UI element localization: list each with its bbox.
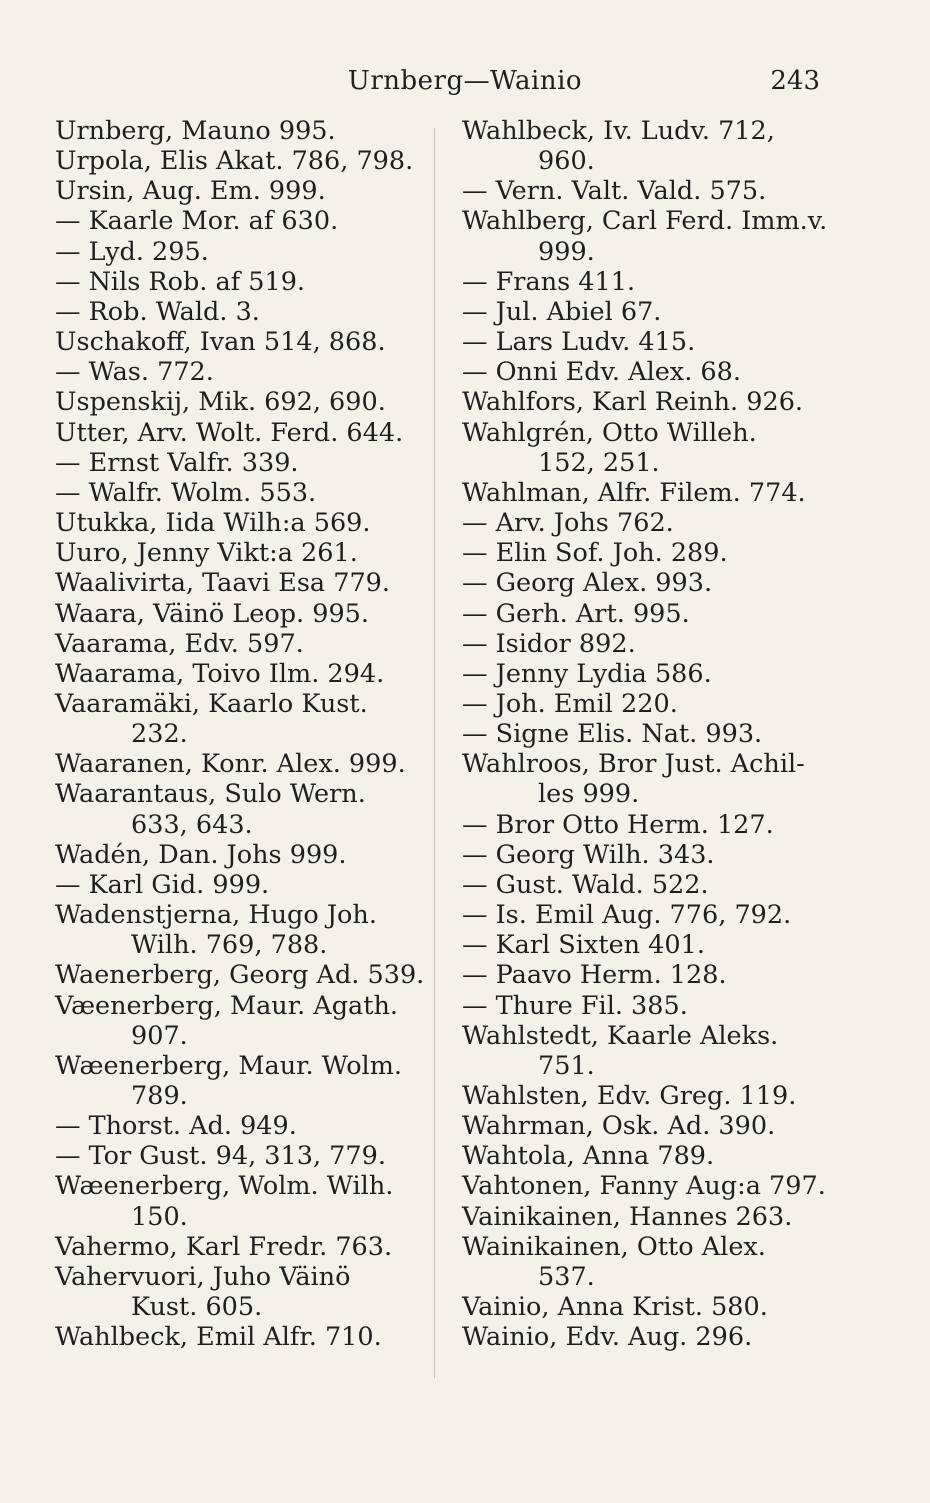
index-entry-continuation: 789. bbox=[131, 1081, 188, 1111]
index-entry: — Joh. Emil 220. bbox=[462, 688, 678, 719]
index-entry-continuation: 907. bbox=[131, 1020, 188, 1051]
running-title: Urnberg—Wainio bbox=[347, 66, 583, 96]
index-entry: Wahlbeck, Iv. Ludv. 712, bbox=[462, 116, 775, 146]
page-number: 243 bbox=[770, 66, 820, 96]
index-entry: Vaarama, Edv. 597. bbox=[55, 628, 304, 659]
index-entry-continuation: 152, 251. bbox=[538, 447, 660, 478]
index-entry: — Walfr. Wolm. 553. bbox=[55, 477, 317, 508]
index-entry: Wahlberg, Carl Ferd. Imm.v. bbox=[462, 206, 828, 237]
index-entry: Waenerberg, Georg Ad. 539. bbox=[55, 960, 425, 991]
index-entry: Wahlman, Alfr. Filem. 774. bbox=[462, 477, 806, 508]
index-entry: Uspenskij, Mik. 692, 690. bbox=[55, 387, 386, 418]
index-entry: — Thorst. Ad. 949. bbox=[55, 1111, 297, 1142]
index-entry: Urnberg, Mauno 995. bbox=[55, 116, 336, 146]
index-entry-continuation: les 999. bbox=[538, 779, 640, 810]
index-entry: Wæenerberg, Maur. Wolm. bbox=[55, 1050, 402, 1081]
index-entry: Wahlroos, Bror Just. Achil- bbox=[462, 749, 805, 780]
index-entry: — Signe Elis. Nat. 993. bbox=[462, 719, 763, 750]
index-entry: — Jenny Lydia 586. bbox=[462, 658, 712, 689]
index-entry: Utter, Arv. Wolt. Ferd. 644. bbox=[55, 417, 404, 448]
index-entry: Wahlfors, Karl Reinh. 926. bbox=[462, 387, 804, 418]
index-entry: Wahlbeck, Emil Alfr. 710. bbox=[55, 1322, 382, 1353]
index-entry: — Lars Ludv. 415. bbox=[462, 327, 696, 358]
index-entry: — Georg Wilh. 343. bbox=[462, 839, 715, 870]
index-entry: — Lyd. 295. bbox=[55, 236, 209, 267]
index-entry: — Paavo Herm. 128. bbox=[462, 960, 727, 991]
index-entry: Wahlgrén, Otto Willeh. bbox=[462, 417, 757, 448]
index-entry-continuation: Kust. 605. bbox=[131, 1292, 263, 1323]
index-entry: Wahtola, Anna 789. bbox=[462, 1141, 715, 1172]
index-entry: — Was. 772. bbox=[55, 357, 214, 388]
index-entry: Wahlsten, Edv. Greg. 119. bbox=[462, 1081, 797, 1111]
index-entry: — Jul. Abiel 67. bbox=[462, 296, 662, 327]
index-entry: Wadén, Dan. Johs 999. bbox=[55, 839, 347, 870]
page-header bbox=[0, 66, 930, 106]
index-entry: — Gerh. Art. 995. bbox=[462, 598, 690, 629]
index-entry: Urpola, Elis Akat. 786, 798. bbox=[55, 146, 414, 177]
index-column-left bbox=[55, 116, 425, 1352]
index-entry: Wainio, Edv. Aug. 296. bbox=[462, 1322, 753, 1353]
index-entry: — Onni Edv. Alex. 68. bbox=[462, 357, 741, 388]
index-entry: Wahlstedt, Kaarle Aleks. bbox=[462, 1020, 779, 1051]
index-entry: Waara, Väinö Leop. 995. bbox=[55, 598, 370, 629]
index-entry: Vahtonen, Fanny Aug:a 797. bbox=[462, 1171, 826, 1202]
index-entry: Wainikainen, Otto Alex. bbox=[462, 1231, 766, 1262]
index-entry: — Karl Sixten 401. bbox=[462, 930, 705, 961]
index-column-right bbox=[462, 116, 842, 1352]
index-entry: Wæenerberg, Wolm. Wilh. bbox=[55, 1171, 394, 1202]
column-divider bbox=[434, 128, 435, 1378]
index-entry-continuation: 633, 643. bbox=[131, 809, 253, 840]
index-entry-continuation: Wilh. 769, 788. bbox=[131, 930, 328, 961]
index-entry: — Gust. Wald. 522. bbox=[462, 869, 709, 900]
index-entry-continuation: 537. bbox=[538, 1261, 595, 1292]
index-entry: Vahervuori, Juho Väinö bbox=[55, 1261, 351, 1292]
index-entry: Waalivirta, Taavi Esa 779. bbox=[55, 568, 391, 599]
index-entry: — Vern. Valt. Vald. 575. bbox=[462, 176, 767, 207]
index-entry: Wahrman, Osk. Ad. 390. bbox=[462, 1111, 776, 1142]
index-entry: — Kaarle Mor. af 630. bbox=[55, 206, 339, 237]
index-entry: — Thure Fil. 385. bbox=[462, 990, 688, 1021]
index-entry: Waaranen, Konr. Alex. 999. bbox=[55, 749, 406, 780]
index-entry: — Rob. Wald. 3. bbox=[55, 296, 260, 327]
index-entry: — Tor Gust. 94, 313, 779. bbox=[55, 1141, 386, 1172]
index-entry-continuation: 232. bbox=[131, 719, 188, 750]
index-entry: — Arv. Johs 762. bbox=[462, 508, 674, 539]
index-entry: Vainio, Anna Krist. 580. bbox=[462, 1292, 768, 1323]
index-entry: — Nils Rob. af 519. bbox=[55, 266, 306, 297]
index-entry: — Elin Sof. Joh. 289. bbox=[462, 538, 728, 569]
index-entry-continuation: 751. bbox=[538, 1050, 595, 1081]
index-entry: — Frans 411. bbox=[462, 266, 636, 297]
index-entry: Wadenstjerna, Hugo Joh. bbox=[55, 900, 377, 931]
index-entry: Vahermo, Karl Fredr. 763. bbox=[55, 1231, 393, 1262]
index-entry: Væenerberg, Maur. Agath. bbox=[55, 990, 399, 1021]
index-entry: Vainikainen, Hannes 263. bbox=[462, 1201, 793, 1232]
index-entry: Waarama, Toivo Ilm. 294. bbox=[55, 658, 385, 689]
index-entry: Utukka, Iida Wilh:a 569. bbox=[55, 508, 371, 539]
index-entry: — Ernst Valfr. 339. bbox=[55, 447, 299, 478]
index-entry: Uuro, Jenny Vikt:a 261. bbox=[55, 538, 358, 569]
index-entry-continuation: 999. bbox=[538, 236, 595, 267]
index-entry: Vaaramäki, Kaarlo Kust. bbox=[55, 688, 368, 719]
index-entry: Uschakoff, Ivan 514, 868. bbox=[55, 327, 386, 358]
index-entry-continuation: 150. bbox=[131, 1201, 188, 1232]
index-entry: — Karl Gid. 999. bbox=[55, 869, 270, 900]
index-entry: — Bror Otto Herm. 127. bbox=[462, 809, 774, 840]
index-entry: — Georg Alex. 993. bbox=[462, 568, 713, 599]
index-entry: — Isidor 892. bbox=[462, 628, 636, 659]
index-entry: Ursin, Aug. Em. 999. bbox=[55, 176, 326, 207]
index-entry: Waarantaus, Sulo Wern. bbox=[55, 779, 366, 810]
index-entry: — Is. Emil Aug. 776, 792. bbox=[462, 900, 792, 931]
index-entry-continuation: 960. bbox=[538, 146, 595, 177]
